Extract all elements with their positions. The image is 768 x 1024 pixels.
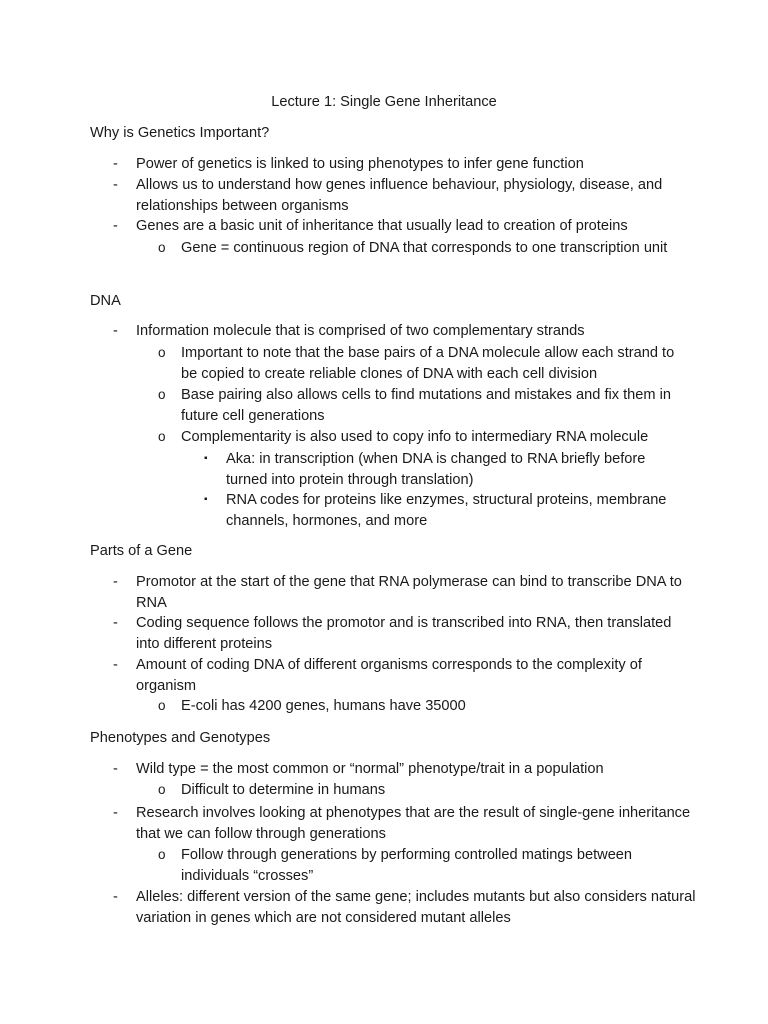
dash-bullet: - <box>113 177 118 193</box>
list-item <box>113 613 696 655</box>
dash-bullet: - <box>113 156 118 172</box>
circle-bullet: o <box>158 345 166 360</box>
circle-bullet: o <box>158 429 166 444</box>
list-item-text: E-coli has 4200 genes, humans have 35000 <box>181 698 466 714</box>
circle-bullet: o <box>158 782 166 797</box>
document-title: Lecture 1: Single Gene Inheritance <box>271 94 497 110</box>
list-item-text: Gene = continuous region of DNA that corresponds to one transcription unit <box>181 240 668 256</box>
dash-bullet: - <box>113 889 118 905</box>
list-item <box>113 572 696 614</box>
dash-bullet: - <box>113 615 118 631</box>
list-item-text: Alleles: different version of the same gene; includes mutants but also considers natural variation in genes which are not considered mutant alleles <box>136 889 696 926</box>
list-item <box>158 696 681 717</box>
circle-bullet: o <box>158 698 166 713</box>
square-bullet: ▪ <box>204 494 208 505</box>
dash-bullet: - <box>113 218 118 234</box>
list-item <box>113 216 696 237</box>
list-item-text: Amount of coding DNA of different organisms corresponds to the complexity of organism <box>136 657 642 694</box>
list-item <box>158 238 681 259</box>
list-item <box>158 343 681 385</box>
list-item <box>158 780 681 801</box>
section-heading-phenotypes-genotypes: Phenotypes and Genotypes <box>90 730 271 746</box>
list-item <box>113 803 696 845</box>
circle-bullet: o <box>158 387 166 402</box>
circle-bullet: o <box>158 240 166 255</box>
dash-bullet: - <box>113 323 118 339</box>
dash-bullet: - <box>113 574 118 590</box>
list-item <box>204 490 676 532</box>
list-item <box>158 427 681 448</box>
section-heading-dna: DNA <box>90 293 121 309</box>
list-item <box>113 759 696 780</box>
list-item-text: Coding sequence follows the promotor and is transcribed into RNA, then translated into different proteins <box>136 615 672 652</box>
list-item-text: Wild type = the most common or “normal” phenotype/trait in a population <box>136 761 604 777</box>
section-heading-parts-of-gene: Parts of a Gene <box>90 543 193 559</box>
list-item-text: Promotor at the start of the gene that RNA polymerase can bind to transcribe DNA to RNA <box>136 574 682 611</box>
list-item <box>113 321 696 342</box>
list-item <box>204 449 676 491</box>
list-item-text: RNA codes for proteins like enzymes, structural proteins, membrane channels, hormones, and more <box>226 492 667 529</box>
dash-bullet: - <box>113 657 118 673</box>
list-item-text: Aka: in transcription (when DNA is changed to RNA briefly before turned into protein through translation) <box>226 451 646 488</box>
section-heading-why-genetics: Why is Genetics Important? <box>90 125 270 141</box>
dash-bullet: - <box>113 761 118 777</box>
list-item <box>113 887 696 929</box>
list-item-text: Complementarity is also used to copy info to intermediary RNA molecule <box>181 429 649 445</box>
circle-bullet: o <box>158 847 166 862</box>
list-item-text: Allows us to understand how genes influence behaviour, physiology, disease, and relationships between organisms <box>136 177 663 214</box>
list-item-text: Follow through generations by performing controlled matings between individuals “crosses” <box>181 847 633 884</box>
list-item <box>113 175 696 217</box>
list-item-text: Important to note that the base pairs of a DNA molecule allow each strand to be copied to create reliable clones of DNA with each cell division <box>181 345 675 382</box>
list-item-text: Power of genetics is linked to using phenotypes to infer gene function <box>136 156 584 172</box>
square-bullet: ▪ <box>204 453 208 464</box>
list-item <box>113 154 696 175</box>
list-item <box>158 845 681 887</box>
list-item <box>158 385 681 427</box>
list-item-text: Research involves looking at phenotypes that are the result of single-gene inheritance that we can follow through generations <box>136 805 691 842</box>
list-item-text: Information molecule that is comprised of two complementary strands <box>136 323 585 339</box>
list-item <box>113 655 696 697</box>
dash-bullet: - <box>113 805 118 821</box>
list-item-text: Difficult to determine in humans <box>181 782 386 798</box>
list-item-text: Genes are a basic unit of inheritance that usually lead to creation of proteins <box>136 218 628 234</box>
list-item-text: Base pairing also allows cells to find mutations and mistakes and fix them in future cell generations <box>181 387 671 424</box>
